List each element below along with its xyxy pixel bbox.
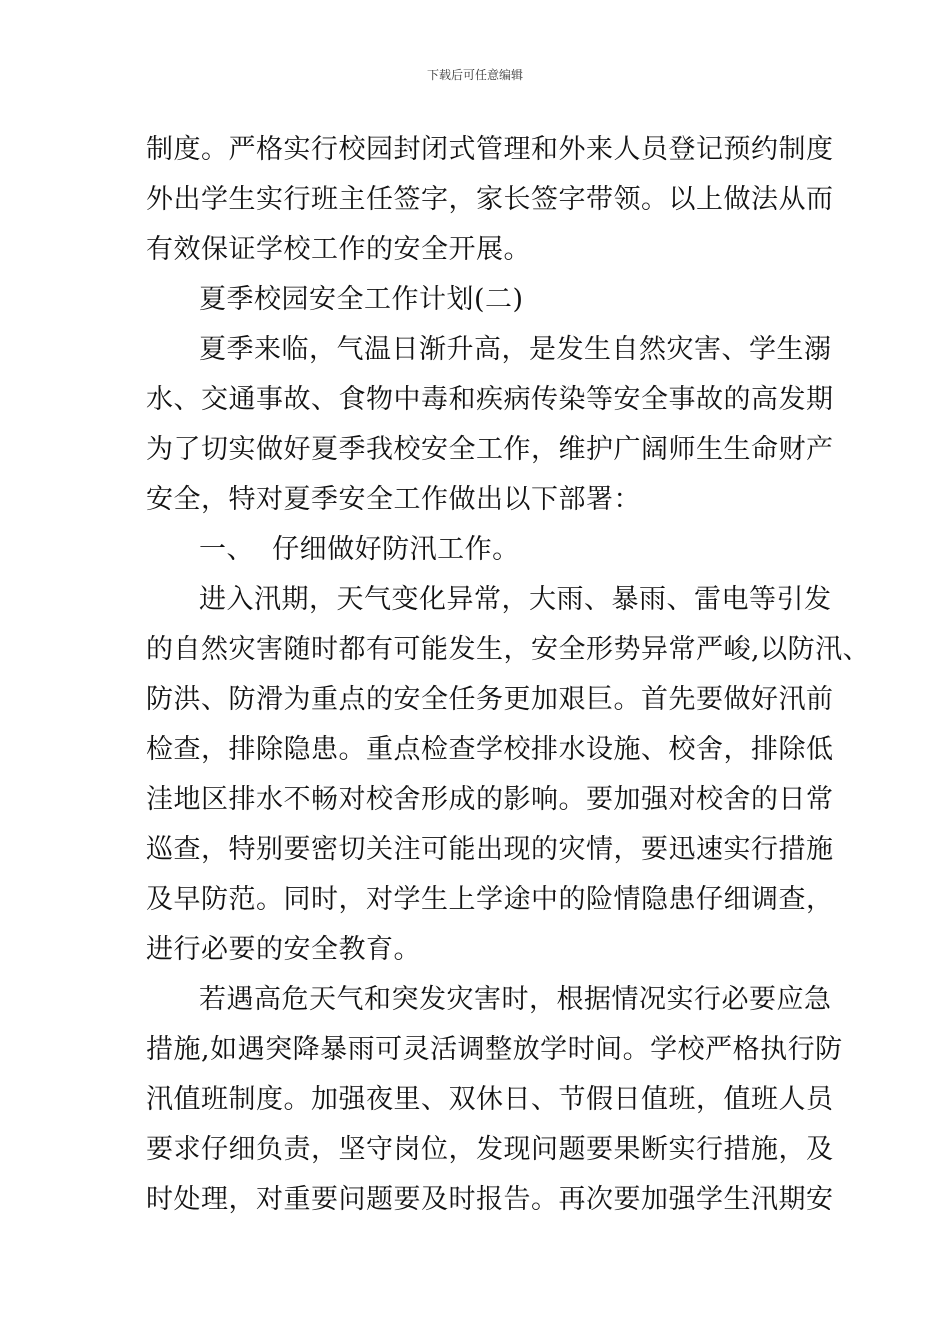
text-line: 水、交通事故、食物中毒和疾病传染等安全事故的高发期 — [146, 384, 834, 415]
text-line: 及早防范。同时，对学生上学途中的险情隐患仔细调查， — [146, 884, 834, 915]
text-line: 巡查，特别要密切关注可能出现的灾情，要迅速实行措施 — [146, 834, 834, 865]
text-line: 要求仔细负责，坚守岗位，发现问题要果断实行措施，及 — [146, 1134, 834, 1165]
text-line: 制度。严格实行校园封闭式管理和外来人员登记预约制度 — [146, 134, 834, 165]
text-line: 进行必要的安全教育。 — [146, 934, 421, 965]
paragraph-start: 若遇高危天气和突发灾害时，根据情况实行必要应急 — [199, 984, 832, 1015]
text-line: 洼地区排水不畅对校舍形成的影响。要加强对校舍的日常 — [146, 784, 834, 815]
text-line: 措施,如遇突降暴雨可灵活调整放学时间。学校严格执行防 — [146, 1034, 843, 1065]
text-line: 为了切实做好夏季我校安全工作，维护广阔师生生命财产 — [146, 434, 834, 465]
paragraph-start: 夏季来临，气温日渐升高，是发生自然灾害、学生溺 — [199, 334, 832, 365]
page-header: 下载后可任意编辑 — [426, 68, 523, 82]
list-heading: 一、 仔细做好防汛工作。 — [199, 534, 520, 565]
text-line: 安全，特对夏季安全工作做出以下部署： — [146, 484, 641, 515]
paragraph-start: 进入汛期，天气变化异常，大雨、暴雨、雷电等引发 — [199, 584, 832, 615]
text-line: 有效保证学校工作的安全开展。 — [146, 234, 531, 265]
section-title: 夏季校园安全工作计划(二) — [199, 284, 524, 315]
text-line: 汛值班制度。加强夜里、双休日、节假日值班，值班人员 — [146, 1084, 834, 1115]
text-line: 防洪、防滑为重点的安全任务更加艰巨。首先要做好汛前 — [146, 684, 834, 715]
text-line: 时处理，对重要问题要及时报告。再次要加强学生汛期安 — [146, 1184, 834, 1215]
text-line: 检查，排除隐患。重点检查学校排水设施、校舍，排除低 — [146, 734, 834, 765]
text-line: 外出学生实行班主任签字，家长签字带领。以上做法从而 — [146, 184, 834, 215]
text-line: 的自然灾害随时都有可能发生，安全形势异常严峻,以防汛、 — [146, 634, 871, 665]
